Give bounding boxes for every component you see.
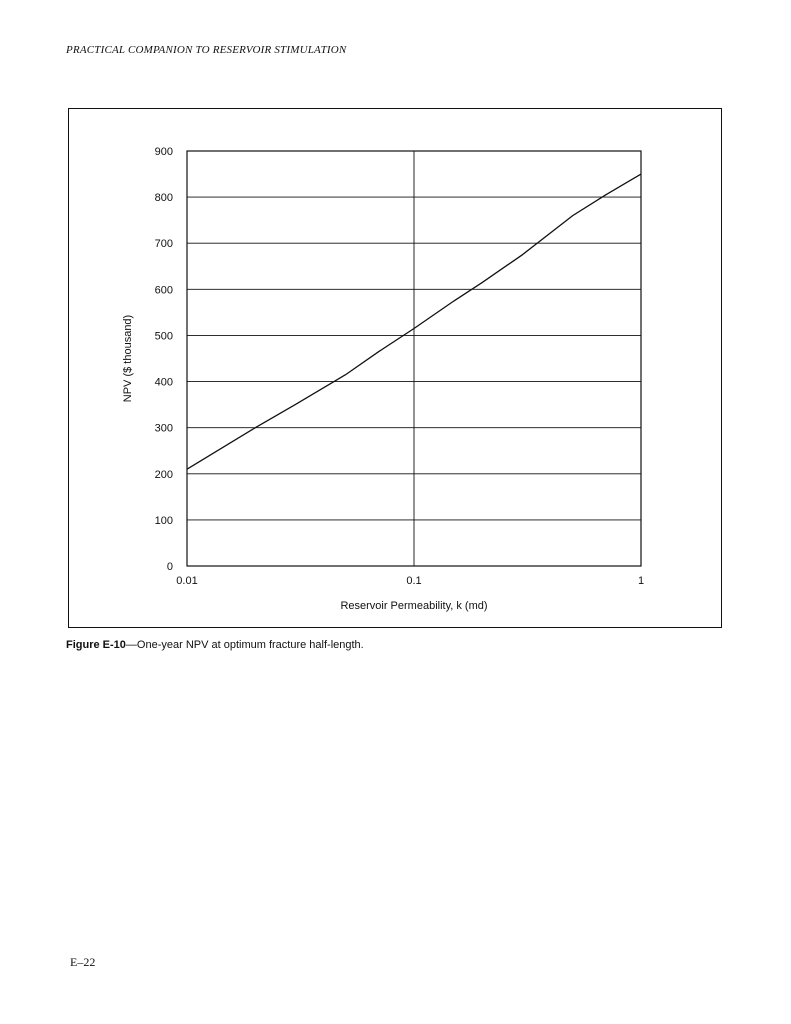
y-tick-labels bbox=[155, 146, 173, 573]
figure-caption bbox=[66, 639, 364, 651]
y-tick-label: 100 bbox=[154, 514, 173, 527]
grid-lines bbox=[187, 151, 641, 566]
y-tick-label: 700 bbox=[154, 238, 173, 251]
figure-caption-label: Figure E-10 bbox=[66, 639, 126, 651]
y-tick-label: 300 bbox=[154, 422, 173, 435]
x-tick-label: 1 bbox=[637, 575, 645, 587]
running-header: PRACTICAL COMPANION TO RESERVOIR STIMULATION bbox=[66, 44, 347, 56]
x-axis-title: Reservoir Permeability, k (md) bbox=[340, 600, 488, 612]
y-tick-label: 500 bbox=[154, 330, 173, 343]
npv-chart bbox=[69, 109, 723, 629]
x-tick-label: 0.01 bbox=[176, 575, 198, 587]
y-tick-label: 900 bbox=[154, 146, 173, 158]
figure-frame bbox=[68, 108, 722, 628]
x-tick-label: 0.1 bbox=[406, 575, 422, 587]
y-tick-label: 400 bbox=[154, 376, 173, 389]
y-tick-label: 200 bbox=[154, 468, 173, 481]
x-tick-labels bbox=[176, 575, 644, 587]
page-number: E–22 bbox=[70, 955, 96, 969]
figure-caption-text: —One-year NPV at optimum fracture half-length. bbox=[125, 639, 364, 651]
y-tick-label: 800 bbox=[154, 192, 173, 205]
y-tick-label: 600 bbox=[154, 284, 173, 297]
y-axis-title: NPV ($ thousand) bbox=[122, 314, 134, 403]
y-tick-label: 0 bbox=[166, 561, 173, 573]
